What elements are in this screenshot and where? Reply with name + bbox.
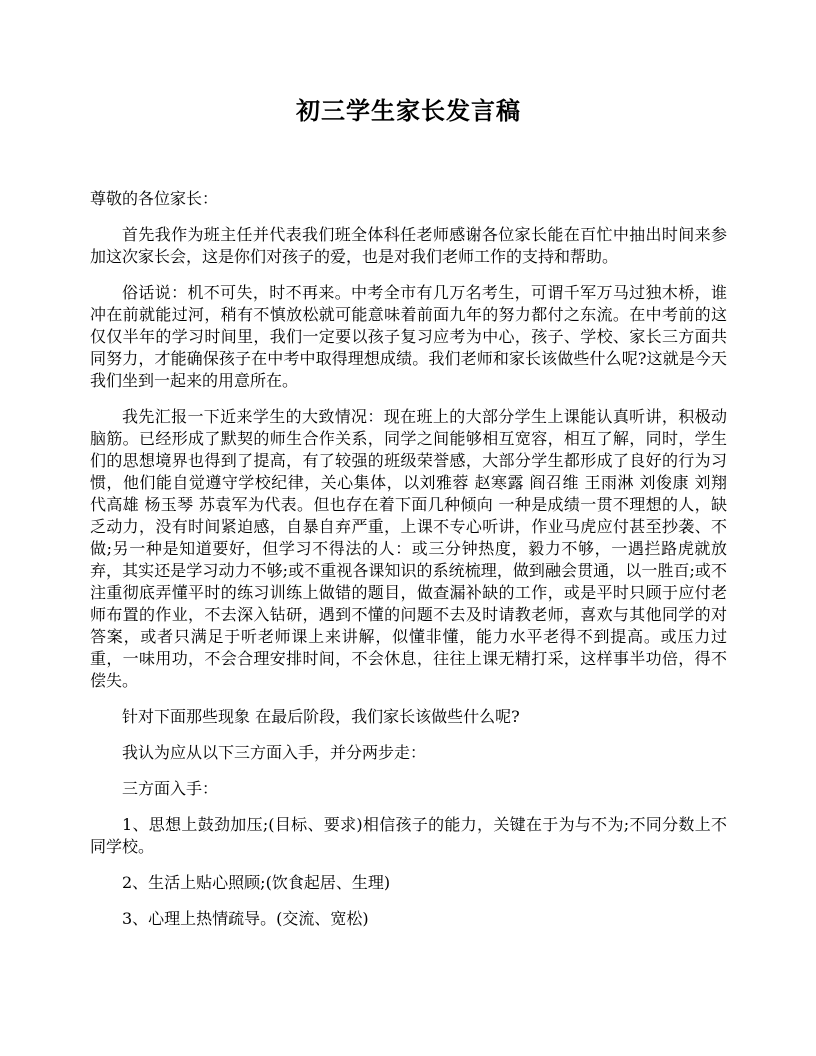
paragraph-exam-importance: 俗话说：机不可失，时不再来。中考全市有几万名考生，可谓千军万马过独木桥，谁冲在前就能过河，稍有不慎放松就可能意味着前面九年的努力都付之东流。在中考前的这仅仅半年的学习时间里，我们一定要以孩子复习应考为中心，孩子、学校、家长三方面共同努力，才能确保孩子在中考中取得理想成绩。我们老师和家长该做些什么呢?这就是今天我们坐到一起来的用意所在。 xyxy=(90,283,727,390)
list-item-1-thought-encouragement: 1、思想上鼓劲加压;(目标、要求)相信孩子的能力，关键在于为与不为;不同分数上不同学校。 xyxy=(90,815,727,856)
paragraph-question-to-parents: 针对下面那些现象 在最后阶段，我们家长该做些什么呢? xyxy=(122,707,520,726)
document-content xyxy=(90,95,727,944)
list-item-2-life-care: 2、生活上贴心照顾;(饮食起居、生理) xyxy=(122,873,391,892)
salutation: 尊敬的各位家长： xyxy=(90,189,219,208)
paragraph-student-report: 我先汇报一下近来学生的大致情况：现在班上的大部分学生上课能认真听讲，积极动脑筋。已经形成了默契的师生合作关系，同学之间能够相互宽容，相互了解，同时，学生们的思想境界也得到了提高，有了较强的班级荣誉感，大部分学生都形成了良好的行为习惯，他们能自觉遵守学校纪律，关心集体，以刘雅蓉 赵寒露 阎召维 王雨淋 刘俊康 刘翔 代高雄 杨玉琴 苏袁军为代表。但也存在着下面几种倾向 一种是成绩一贯不理想的人，缺乏动力，没有时间紧迫感，自暴自弃严重，上课不专心听讲，作业马虎应付甚至抄袭、不做;另一种是知道要好，但学习不得法的人：或三分钟热度，毅力不够，一遇拦路虎就放弃，其实还是学习动力不够;或不重视各课知识的系统梳理，做到融会贯通，以一胜百;或不注重彻底弄懂平时的练习训练上做错的题目，做查漏补缺的工作，或是平时只顾于应付老师布置的作业，不去深入钻研，遇到不懂的问题不去及时请教老师，喜欢与其他同学的对答案，或者只满足于听老师课上来讲解，似懂非懂，能力水平老得不到提高。或压力过重，一味用功，不会合理安排时间，不会休息，往往上课无精打采，这样事半功倍，得不偿失。 xyxy=(90,407,727,690)
paragraph-three-aspects-intro: 我认为应从以下三方面入手，并分两步走： xyxy=(122,743,427,762)
document-title: 初三学生家长发言稿 xyxy=(296,96,521,125)
list-item-3-psychological-guidance: 3、心理上热情疏导。(交流、宽松) xyxy=(122,909,369,928)
paragraph-three-aspects-heading: 三方面入手： xyxy=(122,779,219,798)
paragraph-thanks: 首先我作为班主任并代表我们班全体科任老师感谢各位家长能在百忙中抽出时间来参加这次家长会，这是你们对孩子的爱，也是对我们老师工作的支持和帮助。 xyxy=(90,225,727,266)
